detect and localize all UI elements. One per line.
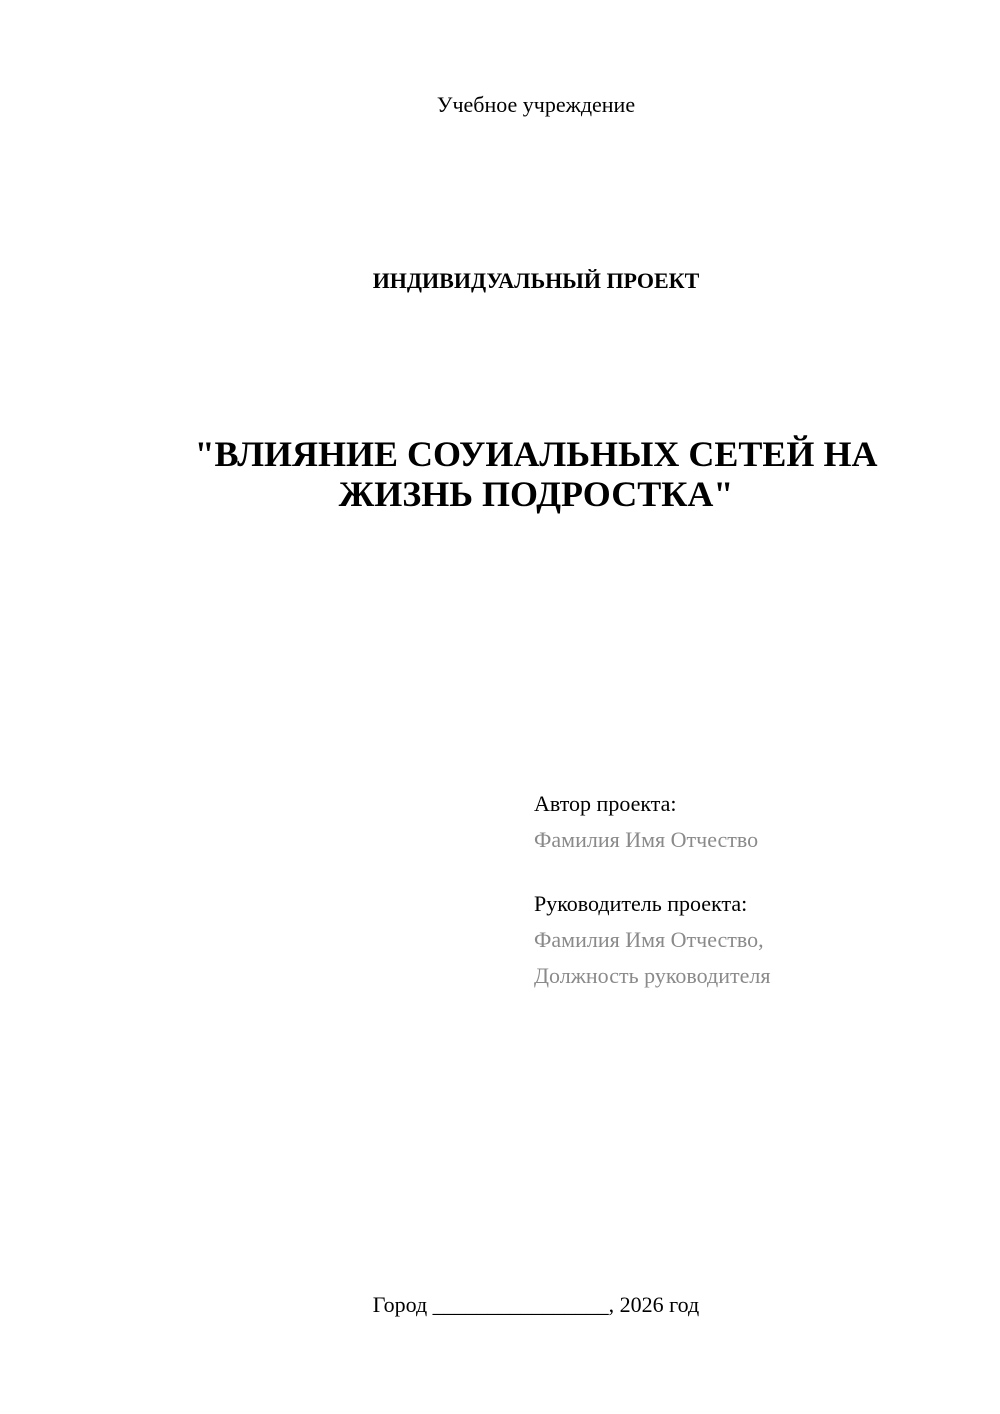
author-label: Автор проекта: <box>534 791 677 816</box>
project-title-line-1: "ВЛИЯНИЕ СОУИАЛЬНЫХ СЕТЕЙ НА <box>194 434 878 474</box>
document-type: ИНДИВИДУАЛЬНЫЙ ПРОЕКТ <box>372 268 700 293</box>
supervisor-name: Фамилия Имя Отчество, <box>534 927 764 952</box>
project-title-line-2: ЖИЗНЬ ПОДРОСТКА" <box>338 474 734 514</box>
institution-name: Учебное учреждение <box>436 92 636 117</box>
supervisor-position: Должность руководителя <box>534 963 771 988</box>
signature-spacer <box>534 858 974 886</box>
project-title <box>120 434 952 514</box>
supervisor-label: Руководитель проекта: <box>534 891 748 916</box>
city-year-line: Город ________________, 2026 год <box>372 1292 700 1317</box>
author-name: Фамилия Имя Отчество <box>534 827 759 852</box>
signature-block <box>534 786 974 994</box>
